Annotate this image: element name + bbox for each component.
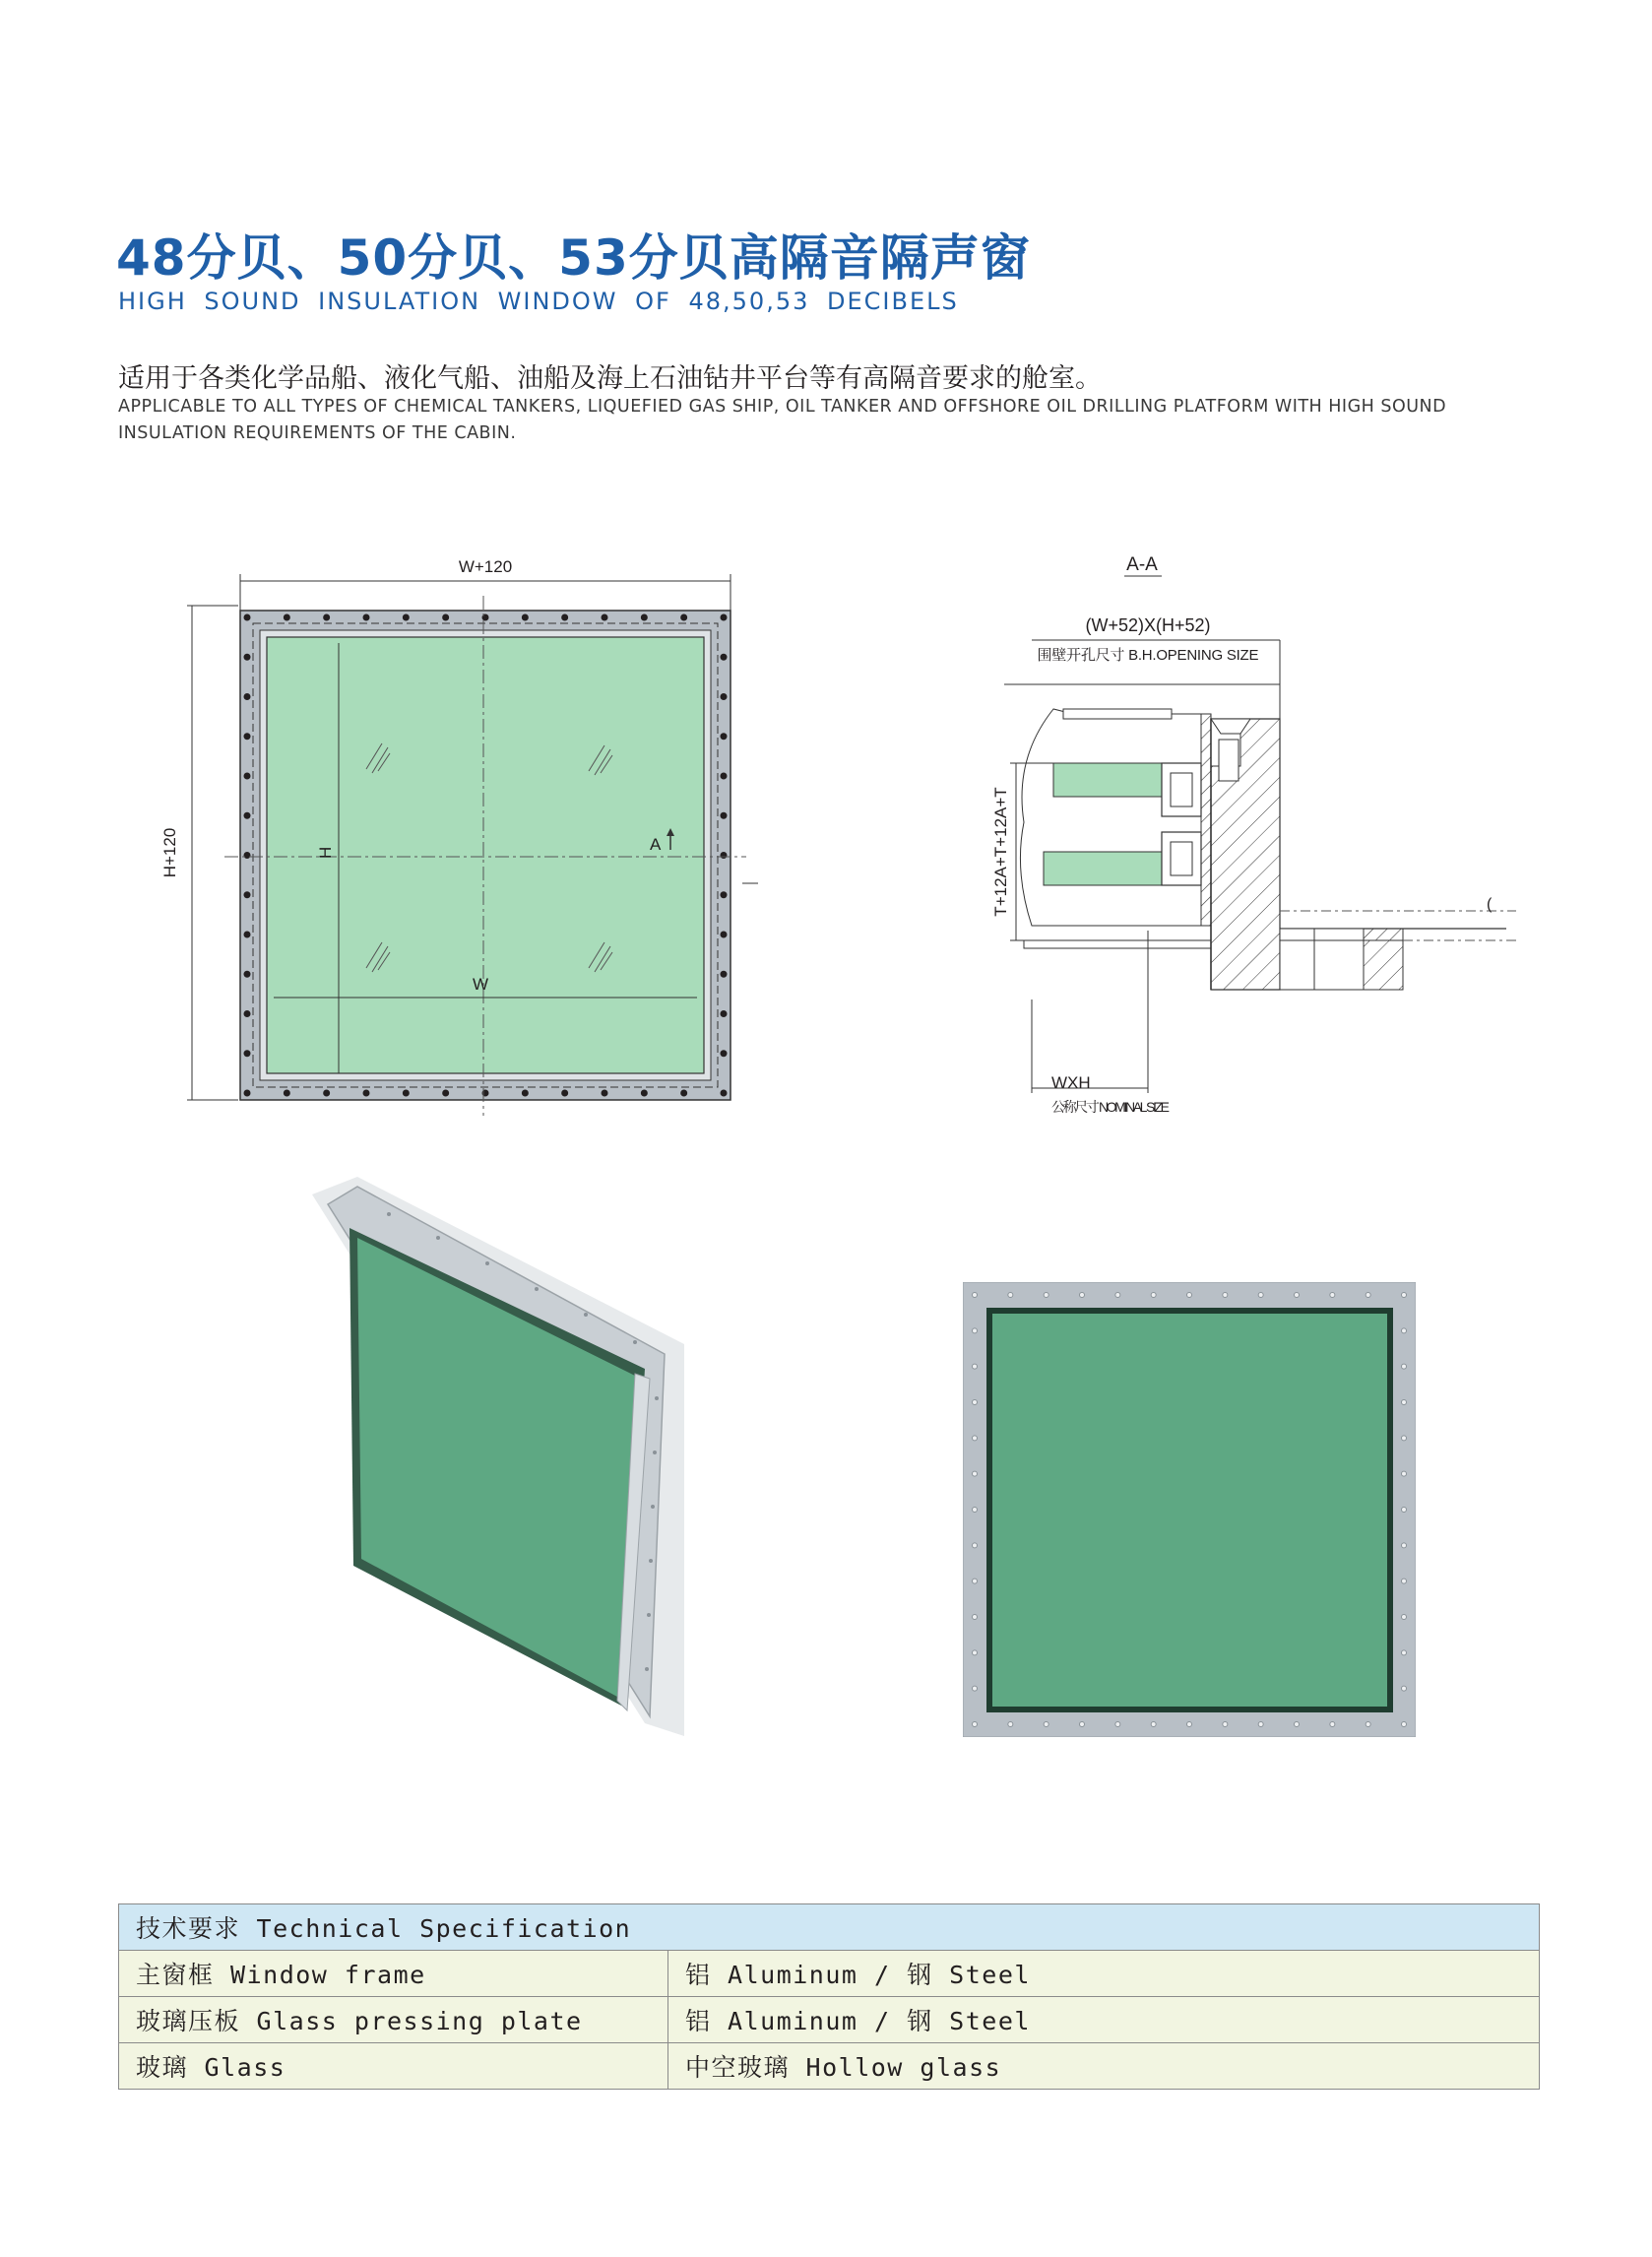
- bolt-icon: [721, 773, 728, 780]
- bolt-icon: [1402, 1293, 1407, 1298]
- bolt-icon: [244, 932, 251, 938]
- bolt-icon: [973, 1722, 978, 1727]
- bolt-icon: [244, 891, 251, 898]
- bolt-icon: [1008, 1722, 1013, 1727]
- bolt-icon: [721, 1050, 728, 1057]
- bolt-icon: [721, 1090, 728, 1097]
- bolt-icon: [1151, 1293, 1156, 1298]
- window-front-image: [963, 1282, 1416, 1737]
- bolt-icon: [442, 1090, 449, 1097]
- spec-item: 主窗框 Window frame: [119, 1951, 668, 1997]
- bolt-icon: [561, 614, 568, 621]
- bolt-icon: [973, 1579, 978, 1583]
- bolt-icon: [1402, 1722, 1407, 1727]
- spec-value: 铝 Aluminum / 钢 Steel: [668, 1997, 1540, 2043]
- bolt-icon: [363, 614, 370, 621]
- bolt-icon: [721, 932, 728, 938]
- bolt-icon: [442, 614, 449, 621]
- bolt-icon: [1402, 1543, 1407, 1548]
- bolt-icon: [641, 1090, 648, 1097]
- svg-text:(: (: [1487, 896, 1493, 913]
- description-cn: 适用于各类化学品船、液化气船、油船及海上石油钻井平台等有高隔音要求的舱室。: [118, 363, 1102, 394]
- opening-size-label: (W+52)X(H+52): [1085, 615, 1211, 635]
- spec-value: 铝 Aluminum / 钢 Steel: [668, 1951, 1540, 1997]
- spec-item: 玻璃压板 Glass pressing plate: [119, 1997, 668, 2043]
- bolt-icon: [721, 614, 728, 621]
- bolt-icon: [1330, 1293, 1335, 1298]
- bolt-icon: [244, 852, 251, 859]
- bolt-icon: [1330, 1722, 1335, 1727]
- bolt-icon: [1008, 1293, 1013, 1298]
- bolt-icon: [284, 1090, 290, 1097]
- bolt-icon: [1080, 1722, 1085, 1727]
- bolt-icon: [1258, 1722, 1263, 1727]
- bolt-icon: [244, 1090, 251, 1097]
- bolt-icon: [1187, 1293, 1192, 1298]
- bolt-icon: [1366, 1293, 1370, 1298]
- spec-header: 技术要求 Technical Specification: [119, 1904, 1540, 1951]
- bolt-icon: [1402, 1686, 1407, 1691]
- page-subtitle: HIGH SOUND INSULATION WINDOW OF 48,50,53 DECIBELS: [118, 288, 959, 315]
- bolt-icon: [721, 1010, 728, 1017]
- bolt-icon: [1115, 1293, 1120, 1298]
- front-view-drawing: [148, 537, 778, 1128]
- section-marker-label: A: [650, 835, 662, 854]
- inner-width-label: W: [472, 975, 489, 994]
- bolt-icon: [721, 654, 728, 661]
- bolt-icon: [973, 1293, 978, 1298]
- bolt-icon: [1187, 1722, 1192, 1727]
- section-title: A-A: [1126, 554, 1158, 575]
- opening-note: 围壁开孔尺寸 B.H.OPENING SIZE: [1037, 647, 1259, 664]
- bolt-icon: [244, 654, 251, 661]
- spec-item: 玻璃 Glass: [119, 2043, 668, 2090]
- bolt-icon: [244, 693, 251, 700]
- bolt-icon: [1402, 1471, 1407, 1476]
- bolt-icon: [721, 971, 728, 978]
- bolt-icon: [973, 1543, 978, 1548]
- bolt-icon: [1402, 1436, 1407, 1441]
- window-perspective-image: [310, 1177, 704, 1743]
- bolt-icon: [284, 614, 290, 621]
- thickness-label: T+12A+T+12A+T: [991, 787, 1010, 917]
- bolt-icon: [973, 1400, 978, 1405]
- bolt-icon: [973, 1508, 978, 1513]
- bolt-icon: [1402, 1508, 1407, 1513]
- inner-height-label: H: [316, 846, 335, 859]
- bolt-icon: [244, 733, 251, 740]
- bolt-icon: [1151, 1722, 1156, 1727]
- bolt-icon: [1402, 1364, 1407, 1369]
- bolt-icon: [1044, 1722, 1048, 1727]
- bolt-icon: [1080, 1293, 1085, 1298]
- bolt-icon: [1044, 1293, 1048, 1298]
- bolt-icon: [1223, 1293, 1228, 1298]
- bolt-icon: [1115, 1722, 1120, 1727]
- bolt-icon: [973, 1650, 978, 1655]
- technical-spec-table: [118, 1903, 1540, 2090]
- nominal-note: 公称尺寸 NOMINAL SIZE: [1051, 1099, 1170, 1115]
- dimension-height-label: H+120: [160, 827, 179, 878]
- bolt-icon: [602, 1090, 608, 1097]
- bolt-icon: [721, 693, 728, 700]
- bolt-icon: [1295, 1293, 1300, 1298]
- table-row: [119, 1951, 1540, 1997]
- description-en: APPLICABLE TO ALL TYPES OF CHEMICAL TANKERS, LIQUEFIED GAS SHIP, OIL TANKER AND OFFSHORE OIL DRILLING PLATFORM WITH HIGH SOUND INSULATION REQUIREMENTS OF THE CABIN.: [118, 397, 1447, 443]
- bolt-icon: [1223, 1722, 1228, 1727]
- bolt-icon: [973, 1436, 978, 1441]
- bolt-icon: [403, 614, 410, 621]
- bolt-icon: [244, 971, 251, 978]
- bolt-icon: [244, 773, 251, 780]
- bolt-icon: [1366, 1722, 1370, 1727]
- bolt-icon: [1402, 1579, 1407, 1583]
- bolt-icon: [561, 1090, 568, 1097]
- bolt-icon: [1402, 1615, 1407, 1620]
- bolt-icon: [522, 1090, 529, 1097]
- bolt-icon: [721, 891, 728, 898]
- dimension-width-label: W+120: [458, 557, 513, 576]
- bolt-icon: [244, 812, 251, 819]
- bolt-icon: [522, 614, 529, 621]
- bolt-icon: [244, 1050, 251, 1057]
- table-row: [119, 1997, 1540, 2043]
- section-view-drawing: [916, 537, 1526, 1128]
- bolt-icon: [973, 1615, 978, 1620]
- bolt-icon: [602, 614, 608, 621]
- bolt-icon: [323, 614, 330, 621]
- bolt-icon: [680, 614, 687, 621]
- nominal-size-label: WXH: [1051, 1073, 1091, 1092]
- bolt-icon: [244, 614, 251, 621]
- bolt-icon: [973, 1686, 978, 1691]
- bolt-icon: [1402, 1400, 1407, 1405]
- bolt-icon: [1402, 1328, 1407, 1333]
- bolt-icon: [1295, 1722, 1300, 1727]
- bolt-icon: [721, 812, 728, 819]
- page-title: 48分贝、50分贝、53分贝高隔音隔声窗: [116, 229, 1031, 287]
- table-row: [119, 2043, 1540, 2090]
- bolt-icon: [973, 1471, 978, 1476]
- bolt-icon: [721, 733, 728, 740]
- bolt-icon: [1258, 1293, 1263, 1298]
- bolt-icon: [721, 852, 728, 859]
- bolt-icon: [973, 1364, 978, 1369]
- bolt-icon: [363, 1090, 370, 1097]
- bolt-icon: [244, 1010, 251, 1017]
- bolt-icon: [1402, 1650, 1407, 1655]
- bolt-icon: [641, 614, 648, 621]
- spec-value: 中空玻璃 Hollow glass: [668, 2043, 1540, 2090]
- bolt-icon: [973, 1328, 978, 1333]
- bolt-icon: [323, 1090, 330, 1097]
- bolt-icon: [680, 1090, 687, 1097]
- bolt-icon: [403, 1090, 410, 1097]
